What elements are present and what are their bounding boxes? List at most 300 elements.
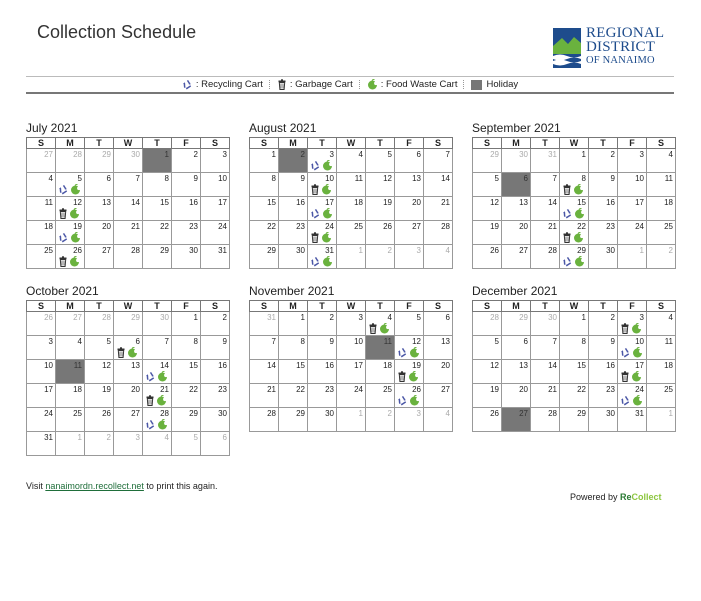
day-number: 20 [441, 361, 450, 370]
day-number: 11 [73, 361, 82, 370]
day-number: 6 [523, 337, 528, 346]
day-number: 25 [664, 222, 673, 231]
recycling-icon [620, 347, 631, 358]
day-number: 25 [383, 385, 392, 394]
weekday-header: S [27, 138, 56, 149]
day-number: 17 [325, 198, 334, 207]
day-number: 2 [329, 313, 334, 322]
day-cell [531, 360, 560, 384]
weekday-header: S [647, 301, 676, 312]
day-cell [531, 173, 560, 197]
day-number: 20 [131, 385, 140, 394]
other-month-day-cell [473, 149, 502, 173]
day-number: 28 [131, 246, 140, 255]
day-number: 23 [325, 385, 334, 394]
day-cell [201, 245, 230, 269]
food-waste-icon [127, 347, 138, 358]
food-waste-icon [367, 79, 378, 90]
weekday-header: S [473, 138, 502, 149]
day-cell [502, 384, 531, 408]
day-number: 7 [552, 337, 557, 346]
week-row [473, 336, 676, 360]
day-cell [114, 336, 143, 360]
day-number: 26 [102, 409, 111, 418]
day-cell [114, 384, 143, 408]
day-number: 24 [635, 222, 644, 231]
week-row [250, 312, 453, 336]
day-cell [560, 336, 589, 360]
day-number: 21 [548, 222, 557, 231]
day-cell [308, 173, 337, 197]
day-cell [366, 149, 395, 173]
holiday-day-cell [366, 336, 395, 360]
weekday-header: M [502, 301, 531, 312]
day-cell [337, 336, 366, 360]
powered-prefix: Powered by [570, 492, 621, 502]
day-number: 12 [412, 337, 421, 346]
day-cell [27, 245, 56, 269]
food-waste-icon [573, 184, 584, 195]
day-cell [647, 149, 676, 173]
weekday-header: F [618, 301, 647, 312]
day-number: 6 [106, 174, 111, 183]
weekday-header: T [531, 301, 560, 312]
day-number: 1 [358, 246, 363, 255]
day-number: 4 [668, 313, 673, 322]
day-cell [531, 384, 560, 408]
day-number: 14 [548, 361, 557, 370]
recollect-brand [620, 492, 662, 502]
food-waste-icon [409, 347, 420, 358]
day-number: 30 [548, 313, 557, 322]
day-cell [201, 149, 230, 173]
day-cell [618, 336, 647, 360]
day-cell [143, 221, 172, 245]
day-number: 2 [610, 150, 615, 159]
day-cell [279, 245, 308, 269]
day-cell [560, 221, 589, 245]
day-number: 30 [160, 313, 169, 322]
day-cell [647, 336, 676, 360]
day-number: 13 [519, 198, 528, 207]
day-number: 21 [160, 385, 169, 394]
day-number: 11 [44, 198, 53, 207]
day-number: 2 [387, 409, 392, 418]
day-cell [308, 312, 337, 336]
other-month-day-cell [56, 149, 85, 173]
day-cell [337, 149, 366, 173]
month-calendar [249, 121, 453, 269]
day-cell [618, 197, 647, 221]
day-number: 1 [358, 409, 363, 418]
month-table [472, 300, 676, 432]
day-number: 18 [354, 198, 363, 207]
day-number: 22 [296, 385, 305, 394]
day-cell [279, 336, 308, 360]
day-number: 14 [160, 361, 169, 370]
collection-icons [116, 347, 138, 358]
day-number: 2 [222, 313, 227, 322]
day-cell [279, 312, 308, 336]
day-cell [27, 221, 56, 245]
day-number: 28 [490, 313, 499, 322]
day-cell [308, 360, 337, 384]
day-cell [114, 245, 143, 269]
month-calendar [472, 121, 676, 269]
holiday-day-cell [56, 360, 85, 384]
day-number: 26 [383, 222, 392, 231]
food-waste-icon [157, 419, 168, 430]
day-cell [27, 432, 56, 456]
day-number: 18 [44, 222, 53, 231]
other-month-day-cell [531, 149, 560, 173]
day-number: 12 [73, 198, 82, 207]
other-month-day-cell [502, 149, 531, 173]
day-cell [560, 245, 589, 269]
weekday-header: W [560, 138, 589, 149]
collection-icons [620, 323, 642, 334]
day-number: 10 [635, 337, 644, 346]
day-cell [279, 360, 308, 384]
week-row [250, 149, 453, 173]
collection-icons [562, 232, 584, 243]
day-number: 30 [296, 246, 305, 255]
day-cell [395, 149, 424, 173]
visit-link[interactable]: nanaimordn.recollect.net [45, 481, 144, 491]
day-number: 3 [358, 313, 363, 322]
weekday-header: F [172, 138, 201, 149]
weekday-header: F [395, 138, 424, 149]
day-number: 11 [664, 337, 673, 346]
weekday-header: S [201, 138, 230, 149]
day-cell [27, 173, 56, 197]
month-table [26, 300, 230, 456]
day-number: 28 [441, 222, 450, 231]
garbage-can-icon [620, 371, 630, 382]
food-waste-icon [156, 395, 167, 406]
day-cell [27, 336, 56, 360]
day-number: 14 [131, 198, 140, 207]
day-number: 29 [160, 246, 169, 255]
day-number: 28 [267, 409, 276, 418]
day-cell [201, 360, 230, 384]
day-cell [201, 408, 230, 432]
day-cell [250, 408, 279, 432]
weekday-header: S [473, 301, 502, 312]
day-cell [366, 221, 395, 245]
day-cell [250, 360, 279, 384]
day-number: 1 [639, 246, 644, 255]
other-month-day-cell [143, 312, 172, 336]
other-month-day-cell [647, 245, 676, 269]
food-waste-icon [631, 371, 642, 382]
collection-icons [145, 419, 168, 430]
week-row [27, 408, 230, 432]
other-month-day-cell [395, 408, 424, 432]
other-month-day-cell [531, 312, 560, 336]
day-number: 21 [441, 198, 450, 207]
week-row [27, 149, 230, 173]
day-number: 28 [102, 313, 111, 322]
day-cell [85, 245, 114, 269]
day-cell [618, 173, 647, 197]
day-cell [618, 360, 647, 384]
logo-line3: OF NANAIMO [586, 55, 655, 66]
day-number: 29 [519, 313, 528, 322]
day-number: 4 [164, 433, 169, 442]
day-number: 12 [102, 361, 111, 370]
day-cell [589, 360, 618, 384]
day-number: 1 [581, 150, 586, 159]
other-month-day-cell [366, 245, 395, 269]
day-number: 27 [102, 246, 111, 255]
day-cell [114, 408, 143, 432]
day-cell [647, 360, 676, 384]
week-row [250, 336, 453, 360]
month-title: August 2021 [249, 121, 317, 135]
month-table [472, 137, 676, 269]
day-number: 15 [296, 361, 305, 370]
day-number: 3 [329, 150, 334, 159]
day-cell [424, 312, 453, 336]
day-number: 22 [189, 385, 198, 394]
day-cell [589, 245, 618, 269]
day-number: 30 [606, 246, 615, 255]
day-cell [589, 336, 618, 360]
weekday-header: F [172, 301, 201, 312]
day-number: 7 [164, 337, 169, 346]
garbage-can-icon [562, 184, 572, 195]
collection-icons [58, 208, 80, 219]
day-cell [647, 312, 676, 336]
rdn-logo-text [586, 26, 664, 68]
day-number: 1 [193, 313, 198, 322]
weekday-header: T [85, 138, 114, 149]
other-month-day-cell [250, 312, 279, 336]
week-row [250, 221, 453, 245]
day-number: 1 [581, 313, 586, 322]
day-cell [172, 221, 201, 245]
day-number: 1 [668, 409, 673, 418]
day-number: 21 [548, 385, 557, 394]
day-cell [424, 336, 453, 360]
day-number: 16 [606, 361, 615, 370]
other-month-day-cell [114, 432, 143, 456]
day-number: 17 [354, 361, 363, 370]
other-month-day-cell [337, 245, 366, 269]
holiday-day-cell [502, 408, 531, 432]
weekday-header: S [250, 301, 279, 312]
day-cell [618, 384, 647, 408]
day-cell [172, 245, 201, 269]
day-cell [279, 173, 308, 197]
week-row [250, 384, 453, 408]
day-cell [424, 360, 453, 384]
day-number: 17 [218, 198, 227, 207]
month-title: December 2021 [472, 284, 558, 298]
day-number: 10 [325, 174, 334, 183]
month-table [26, 137, 230, 269]
day-cell [395, 197, 424, 221]
legend-recycling [176, 79, 269, 90]
day-cell [395, 336, 424, 360]
collection-icons [58, 184, 81, 195]
day-cell [56, 245, 85, 269]
day-number: 6 [445, 313, 450, 322]
day-cell [560, 173, 589, 197]
day-cell [395, 173, 424, 197]
day-cell [85, 408, 114, 432]
day-cell [589, 197, 618, 221]
day-cell [473, 360, 502, 384]
garbage-can-icon [310, 232, 320, 243]
day-number: 4 [77, 337, 82, 346]
recycling-icon [145, 419, 156, 430]
day-number: 23 [606, 222, 615, 231]
day-number: 4 [387, 313, 392, 322]
day-cell [143, 197, 172, 221]
garbage-can-icon [277, 79, 287, 90]
collection-icons [58, 232, 81, 243]
day-number: 5 [494, 337, 499, 346]
day-cell [85, 173, 114, 197]
day-cell [366, 197, 395, 221]
day-number: 8 [581, 337, 586, 346]
day-number: 9 [222, 337, 227, 346]
day-number: 3 [416, 246, 421, 255]
day-number: 15 [267, 198, 276, 207]
weekday-header: S [647, 138, 676, 149]
day-cell [172, 312, 201, 336]
day-number: 2 [106, 433, 111, 442]
collection-icons [310, 232, 332, 243]
day-number: 2 [300, 150, 305, 159]
day-cell [647, 197, 676, 221]
day-cell [502, 197, 531, 221]
day-cell [395, 312, 424, 336]
recycling-icon [310, 160, 321, 171]
weekday-header: T [85, 301, 114, 312]
recycling-icon [182, 79, 193, 90]
day-cell [560, 360, 589, 384]
food-waste-icon [409, 395, 420, 406]
collection-icons [397, 347, 420, 358]
day-number: 23 [189, 222, 198, 231]
day-number: 12 [490, 361, 499, 370]
day-number: 20 [412, 198, 421, 207]
day-cell [618, 408, 647, 432]
day-number: 18 [664, 361, 673, 370]
day-number: 15 [160, 198, 169, 207]
weekday-header: T [143, 301, 172, 312]
weekday-header: W [337, 138, 366, 149]
recycling-icon [562, 208, 573, 219]
day-cell [337, 384, 366, 408]
day-number: 8 [271, 174, 276, 183]
day-number: 27 [131, 409, 140, 418]
visit-prefix: Visit [26, 481, 46, 491]
day-cell [473, 197, 502, 221]
weekday-header: W [114, 301, 143, 312]
food-waste-icon [70, 184, 81, 195]
day-number: 30 [189, 246, 198, 255]
collection-icons [310, 256, 333, 267]
day-cell [337, 360, 366, 384]
weekday-header: W [114, 138, 143, 149]
weekday-header: S [27, 301, 56, 312]
other-month-day-cell [85, 312, 114, 336]
day-number: 16 [218, 361, 227, 370]
day-number: 31 [548, 150, 557, 159]
day-cell [172, 336, 201, 360]
day-cell [424, 149, 453, 173]
day-cell [473, 173, 502, 197]
weekday-header: T [308, 138, 337, 149]
legend-holiday [465, 79, 524, 90]
week-row [27, 245, 230, 269]
day-number: 13 [519, 361, 528, 370]
day-cell [531, 336, 560, 360]
weekday-header: S [250, 138, 279, 149]
month-calendar [26, 284, 230, 456]
legend-holiday-label: Holiday [486, 79, 519, 90]
day-cell [201, 384, 230, 408]
food-waste-icon [321, 232, 332, 243]
day-number: 2 [193, 150, 198, 159]
day-number: 31 [44, 433, 53, 442]
day-number: 19 [383, 198, 392, 207]
collection-icons [620, 371, 642, 382]
day-number: 27 [441, 385, 450, 394]
day-number: 11 [354, 174, 363, 183]
day-cell [172, 408, 201, 432]
day-number: 7 [135, 174, 140, 183]
collection-icons [310, 208, 333, 219]
day-cell [172, 384, 201, 408]
day-cell [172, 360, 201, 384]
day-number: 14 [441, 174, 450, 183]
other-month-day-cell [395, 245, 424, 269]
day-number: 23 [606, 385, 615, 394]
day-cell [85, 384, 114, 408]
collection-icons [145, 395, 167, 406]
other-month-day-cell [56, 432, 85, 456]
day-cell [647, 173, 676, 197]
day-number: 24 [44, 409, 53, 418]
month-table [249, 137, 453, 269]
day-number: 7 [445, 150, 450, 159]
day-number: 10 [354, 337, 363, 346]
legend-food [361, 79, 464, 90]
garbage-can-icon [116, 347, 126, 358]
week-row [27, 360, 230, 384]
day-cell [308, 336, 337, 360]
day-number: 8 [193, 337, 198, 346]
day-number: 16 [189, 198, 198, 207]
week-row [27, 336, 230, 360]
food-waste-icon [379, 323, 390, 334]
day-number: 16 [296, 198, 305, 207]
other-month-day-cell [114, 149, 143, 173]
food-waste-icon [574, 256, 585, 267]
day-cell [308, 149, 337, 173]
weekday-header: T [589, 138, 618, 149]
day-number: 6 [523, 174, 528, 183]
day-number: 20 [519, 222, 528, 231]
day-number: 3 [135, 433, 140, 442]
day-number: 14 [267, 361, 276, 370]
collection-icons [310, 184, 332, 195]
